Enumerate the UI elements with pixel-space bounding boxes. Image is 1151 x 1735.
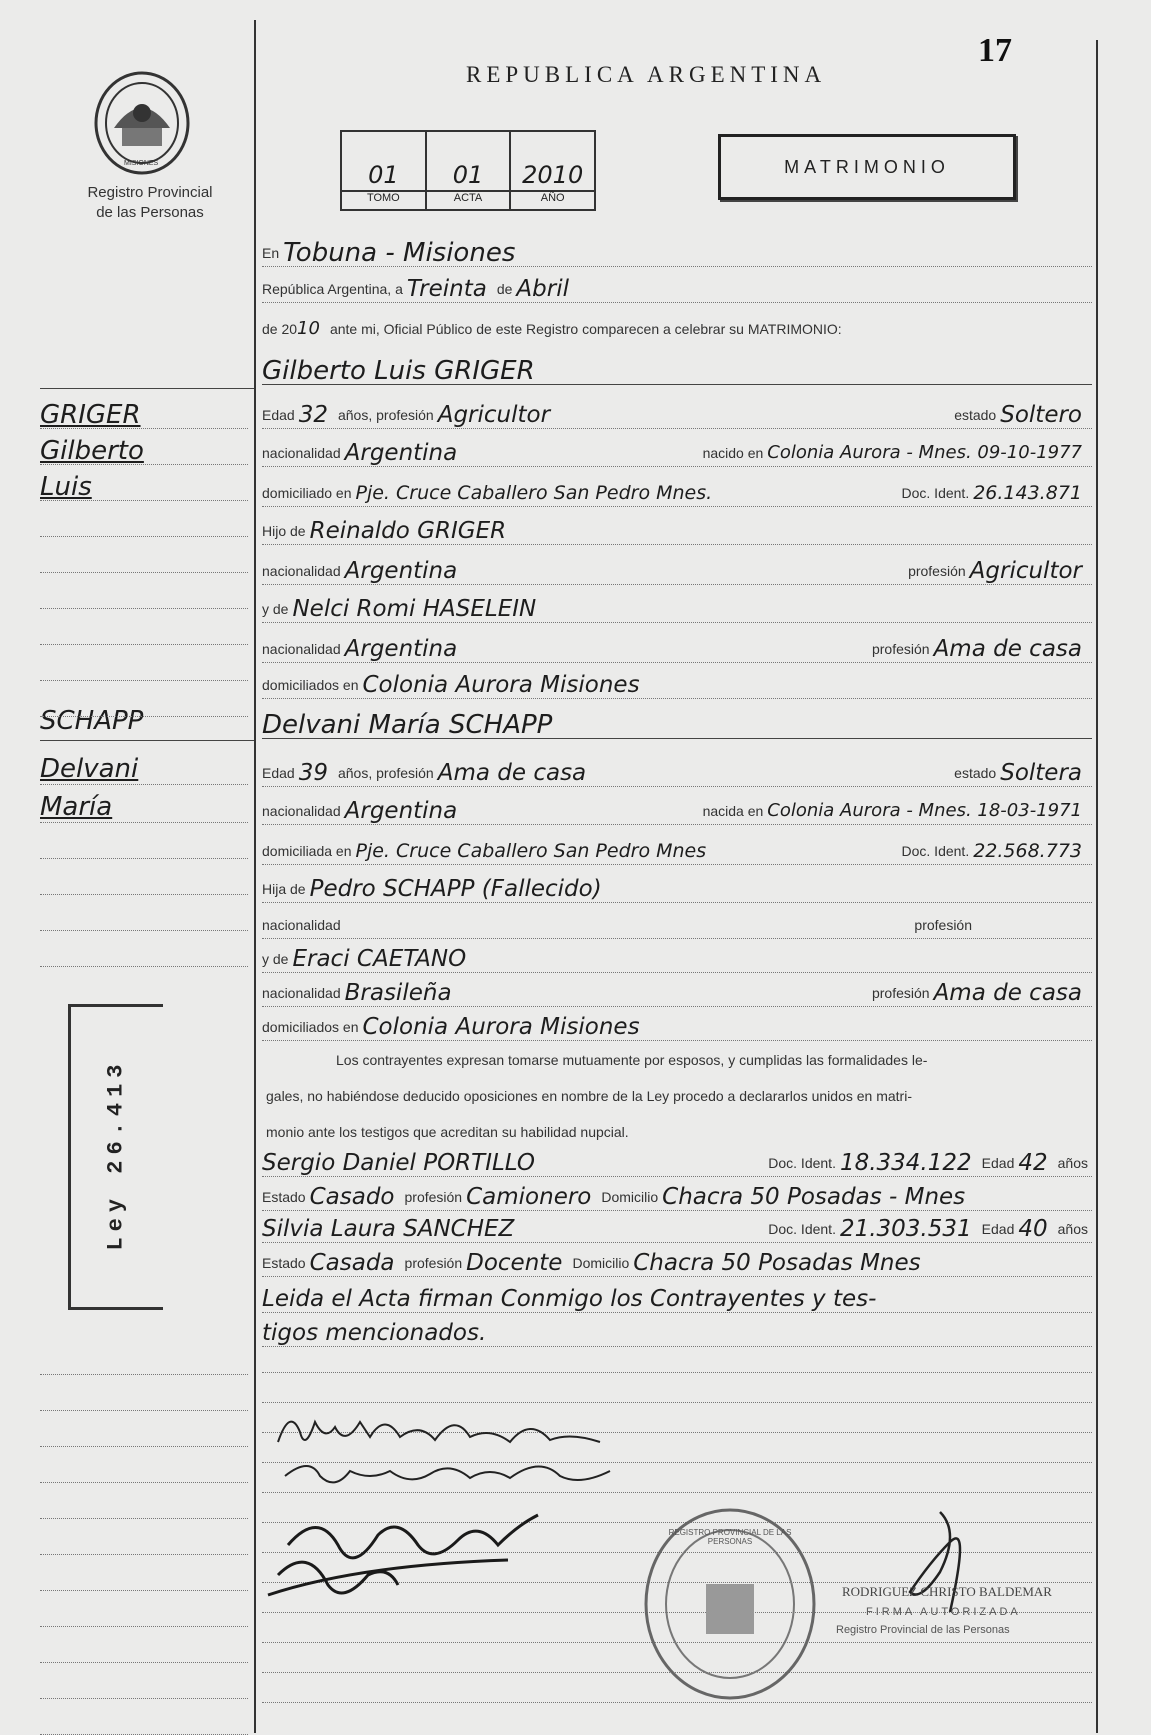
side-line xyxy=(40,472,248,501)
groom-nationality: Argentina xyxy=(344,440,458,466)
official-signature-icon xyxy=(880,1502,1000,1622)
bride-doc-label: Doc. Ident. xyxy=(901,843,970,859)
groom-father: Reinaldo GRIGER xyxy=(309,518,507,544)
closing-row-2 xyxy=(262,1316,1092,1347)
groom-side-surname: GRIGER xyxy=(40,400,141,430)
year-prefix: de 20 xyxy=(262,321,298,337)
side-line xyxy=(40,1562,248,1591)
row-date xyxy=(262,272,1092,303)
bride-estado-label: estado xyxy=(954,765,997,781)
month: Abril xyxy=(516,276,569,302)
place: Tobuna - Misiones xyxy=(283,238,516,267)
de-label: de xyxy=(496,281,513,297)
side-line xyxy=(40,544,248,573)
bride-mother-row xyxy=(262,942,1092,973)
bride-birthplace: Colonia Aurora - Mnes. 18-03-1971 xyxy=(767,800,1082,821)
side-line xyxy=(40,1526,248,1555)
groom-name-row xyxy=(262,350,1092,385)
bride-parents-address: Colonia Aurora Misiones xyxy=(362,1014,640,1040)
witness2-status: Casada xyxy=(309,1250,395,1276)
official-title: FIRMA AUTORIZADA xyxy=(866,1606,1021,1618)
side-line xyxy=(40,866,248,895)
side-line xyxy=(40,616,248,645)
bride-nac-label: nacionalidad xyxy=(262,803,341,819)
anio-cell xyxy=(511,132,594,209)
groom-mother-nat-label: nacionalidad xyxy=(262,641,341,657)
bride-parents-dom-label: domiciliados en xyxy=(262,1019,359,1035)
side-line xyxy=(40,1706,248,1735)
anio-value: 2010 xyxy=(522,161,584,189)
witness1-address: Chacra 50 Posadas - Mnes xyxy=(662,1184,966,1210)
groom-father-profession: Agricultor xyxy=(969,558,1082,584)
groom-mother-prof-label: profesión xyxy=(871,641,930,657)
bride-side-middlename: María xyxy=(40,792,113,822)
witness2-prof-label: profesión xyxy=(404,1255,463,1271)
witness2-dom-label: Domicilio xyxy=(572,1255,630,1271)
side-line xyxy=(40,400,248,429)
witness1-detail-row xyxy=(262,1180,1092,1211)
tomo-cell xyxy=(342,132,427,209)
tomo-acta-anio-box xyxy=(340,130,596,211)
witness2-anos-label: años xyxy=(1057,1221,1088,1237)
bride-civil-status: Soltera xyxy=(1000,760,1082,786)
declaration-line-1: Los contrayentes expresan tomarse mutuamente por esposos, y cumplidas las formalidades le- xyxy=(336,1052,928,1068)
anio-label: AÑO xyxy=(511,190,594,209)
closing-line-1: Leida el Acta firman Conmigo los Contrayentes y tes- xyxy=(262,1286,877,1312)
side-line xyxy=(40,1490,248,1519)
side-line xyxy=(40,1634,248,1663)
groom-address-row xyxy=(262,476,1092,507)
groom-doc: 26.143.871 xyxy=(973,482,1082,504)
side-line xyxy=(40,1454,248,1483)
bride-nationality: Argentina xyxy=(344,798,458,824)
bride-mother-nationality: Brasileña xyxy=(344,980,452,1006)
groom-birthplace: Colonia Aurora - Mnes. 09-10-1977 xyxy=(767,442,1082,463)
side-line xyxy=(40,580,248,609)
declaration-line-2: gales, no habiéndose deducido oposiciones en nombre de la Ley procedo a declararlos unidos en matri- xyxy=(266,1088,912,1104)
country-title: REPUBLICA ARGENTINA xyxy=(466,62,827,87)
bride-signature-icon xyxy=(280,1446,620,1496)
official-name: RODRIGUEZ CHRISTO BALDEMAR xyxy=(842,1584,1052,1599)
bride-profession: Ama de casa xyxy=(437,760,587,786)
witness1-row xyxy=(262,1146,1092,1177)
witness2-detail-row xyxy=(262,1246,1092,1277)
bride-full-name: Delvani María SCHAPP xyxy=(262,710,553,739)
groom-address: Pje. Cruce Caballero San Pedro Mnes. xyxy=(355,482,713,504)
side-line xyxy=(40,1382,248,1411)
groom-mother: Nelci Romi HASELEIN xyxy=(292,596,537,622)
tomo-label: TOMO xyxy=(342,190,425,209)
bride-anos-label: años, profesión xyxy=(337,765,434,781)
groom-father-nationality: Argentina xyxy=(344,558,458,584)
side-line xyxy=(40,794,248,823)
witness1-estado-label: Estado xyxy=(262,1189,306,1205)
side-line xyxy=(40,508,248,537)
witness1-edad-label: Edad xyxy=(981,1155,1015,1171)
groom-mother-nat-row xyxy=(262,632,1092,663)
row-place xyxy=(262,236,1092,267)
bride-age: 39 xyxy=(298,760,328,786)
groom-edad-label: Edad xyxy=(262,407,295,423)
groom-mother-nationality: Argentina xyxy=(344,636,458,662)
registry-line-2: de las Personas xyxy=(96,204,204,221)
groom-parents-dom-label: domiciliados en xyxy=(262,677,359,693)
witness1-doc-label: Doc. Ident. xyxy=(768,1155,836,1171)
bride-dom-label: domiciliada en xyxy=(262,843,352,859)
groom-doc-label: Doc. Ident. xyxy=(901,485,970,501)
groom-mother-profession: Ama de casa xyxy=(933,636,1082,662)
bride-mother: Eraci CAETANO xyxy=(292,946,467,972)
bride-mother-profession: Ama de casa xyxy=(933,980,1082,1006)
bride-nationality-row xyxy=(262,794,1092,825)
side-line xyxy=(40,436,248,465)
bride-side-surname: SCHAPP xyxy=(40,706,144,736)
groom-age: 32 xyxy=(298,402,328,428)
witness1-anos-label: años xyxy=(1057,1155,1088,1171)
bride-parents-address-row xyxy=(262,1010,1092,1041)
bride-father-prof-label: profesión xyxy=(914,917,972,933)
acta-label: ACTA xyxy=(427,190,510,209)
side-line xyxy=(40,1346,248,1375)
witness2-doc-label: Doc. Ident. xyxy=(768,1221,836,1237)
statement: ante mi, Oficial Público de este Registro comparecen a celebrar su MATRIMONIO: xyxy=(329,321,842,337)
groom-profession: Agricultor xyxy=(437,402,551,428)
row-year xyxy=(262,312,1092,342)
groom-age-row xyxy=(262,398,1092,429)
side-line xyxy=(40,756,248,785)
groom-nacido-label: nacido en xyxy=(702,445,764,461)
bride-nacida-label: nacida en xyxy=(702,803,764,819)
record-type: MATRIMONIO xyxy=(784,156,950,177)
witness1-dom-label: Domicilio xyxy=(601,1189,659,1205)
tomo-value: 01 xyxy=(368,161,399,189)
witness2-edad-label: Edad xyxy=(981,1221,1015,1237)
closing-row-1 xyxy=(262,1282,1092,1313)
registry-line-1: Registro Provincial xyxy=(87,184,213,201)
witness2-address: Chacra 50 Posadas Mnes xyxy=(633,1250,921,1276)
ley-stamp xyxy=(68,1004,163,1310)
bride-mother-nat-row xyxy=(262,976,1092,1007)
acta-value: 01 xyxy=(452,161,484,189)
witness2-profession: Docente xyxy=(466,1250,563,1276)
side-line xyxy=(40,1418,248,1447)
bride-hija-label: Hija de xyxy=(262,881,306,897)
bride-address: Pje. Cruce Caballero San Pedro Mnes xyxy=(355,840,707,862)
sig-line xyxy=(262,1372,1092,1373)
bride-father-nat-label: nacionalidad xyxy=(262,917,341,933)
bride-yde-label: y de xyxy=(262,951,289,967)
groom-side-rule xyxy=(40,388,254,389)
side-line xyxy=(40,830,248,859)
left-column-rule xyxy=(254,20,256,1733)
side-line xyxy=(40,1670,248,1699)
groom-father-prof-label: profesión xyxy=(908,563,966,579)
ley-stamp-text: Ley 26.413 xyxy=(103,1058,129,1251)
side-line xyxy=(40,902,248,931)
witness2-row xyxy=(262,1212,1092,1243)
witness1-doc: 18.334.122 xyxy=(839,1150,972,1176)
closing-line-2: tigos mencionados. xyxy=(262,1320,487,1346)
groom-full-name: Gilberto Luis GRIGER xyxy=(262,356,535,385)
witness2-doc: 21.303.531 xyxy=(839,1216,972,1242)
acta-cell xyxy=(427,132,512,209)
day: Treinta xyxy=(406,276,487,302)
witness2-age: 40 xyxy=(1018,1216,1048,1242)
witness1-name: Sergio Daniel PORTILLO xyxy=(262,1150,536,1176)
witness2-estado-label: Estado xyxy=(262,1255,306,1271)
bride-father: Pedro SCHAPP (Fallecido) xyxy=(309,876,602,902)
en-label: En xyxy=(262,245,280,261)
groom-dom-label: domiciliado en xyxy=(262,485,352,501)
groom-father-nat-label: nacionalidad xyxy=(262,563,341,579)
groom-parents-address-row xyxy=(262,668,1092,699)
bride-father-nat-row xyxy=(262,908,1092,939)
declaration-line-3: monio ante los testigos que acreditan su habilidad nupcial. xyxy=(266,1124,629,1140)
groom-nac-label: nacionalidad xyxy=(262,445,341,461)
seal-text: MISIONES xyxy=(124,160,159,167)
side-line xyxy=(40,938,248,967)
groom-mother-row xyxy=(262,592,1092,623)
side-line xyxy=(40,652,248,681)
year-suffix: 10 xyxy=(297,318,320,339)
bride-doc: 22.568.773 xyxy=(973,840,1082,862)
page-number: 17 xyxy=(978,32,1012,69)
witness1-profession: Camionero xyxy=(466,1184,592,1210)
record-type-box xyxy=(718,134,1016,200)
side-line xyxy=(40,1598,248,1627)
groom-father-nat-row xyxy=(262,554,1092,585)
right-margin-rule xyxy=(1096,40,1098,1733)
groom-anos-label: años, profesión xyxy=(337,407,434,423)
groom-side-middlename: Luis xyxy=(40,472,92,502)
witness-signatures-icon xyxy=(258,1505,558,1615)
side-line xyxy=(40,688,248,717)
groom-yde-label: y de xyxy=(262,601,289,617)
groom-father-row xyxy=(262,514,1092,545)
bride-name-row xyxy=(262,704,1092,739)
bride-father-row xyxy=(262,872,1092,903)
official-office: Registro Provincial de las Personas xyxy=(836,1624,1010,1636)
groom-estado-label: estado xyxy=(954,407,997,423)
witness1-status: Casado xyxy=(309,1184,395,1210)
bride-edad-label: Edad xyxy=(262,765,295,781)
round-seal-text: REGISTRO PROVINCIAL DE LAS PERSONAS xyxy=(668,1528,792,1546)
witness2-name: Silvia Laura SANCHEZ xyxy=(262,1216,515,1242)
groom-side-firstname: Gilberto xyxy=(40,436,144,466)
republica-label: República Argentina, a xyxy=(262,281,403,297)
bride-mother-nat-label: nacionalidad xyxy=(262,985,341,1001)
groom-civil-status: Soltero xyxy=(1000,402,1082,428)
groom-nationality-row xyxy=(262,436,1092,467)
witness1-prof-label: profesión xyxy=(404,1189,463,1205)
witness1-age: 42 xyxy=(1018,1150,1048,1176)
bride-side-rule xyxy=(40,740,254,741)
bride-address-row xyxy=(262,834,1092,865)
groom-hijo-label: Hijo de xyxy=(262,523,306,539)
bride-age-row xyxy=(262,756,1092,787)
bride-mother-prof-label: profesión xyxy=(871,985,930,1001)
groom-parents-address: Colonia Aurora Misiones xyxy=(362,672,640,698)
bride-side-firstname: Delvani xyxy=(40,754,139,784)
